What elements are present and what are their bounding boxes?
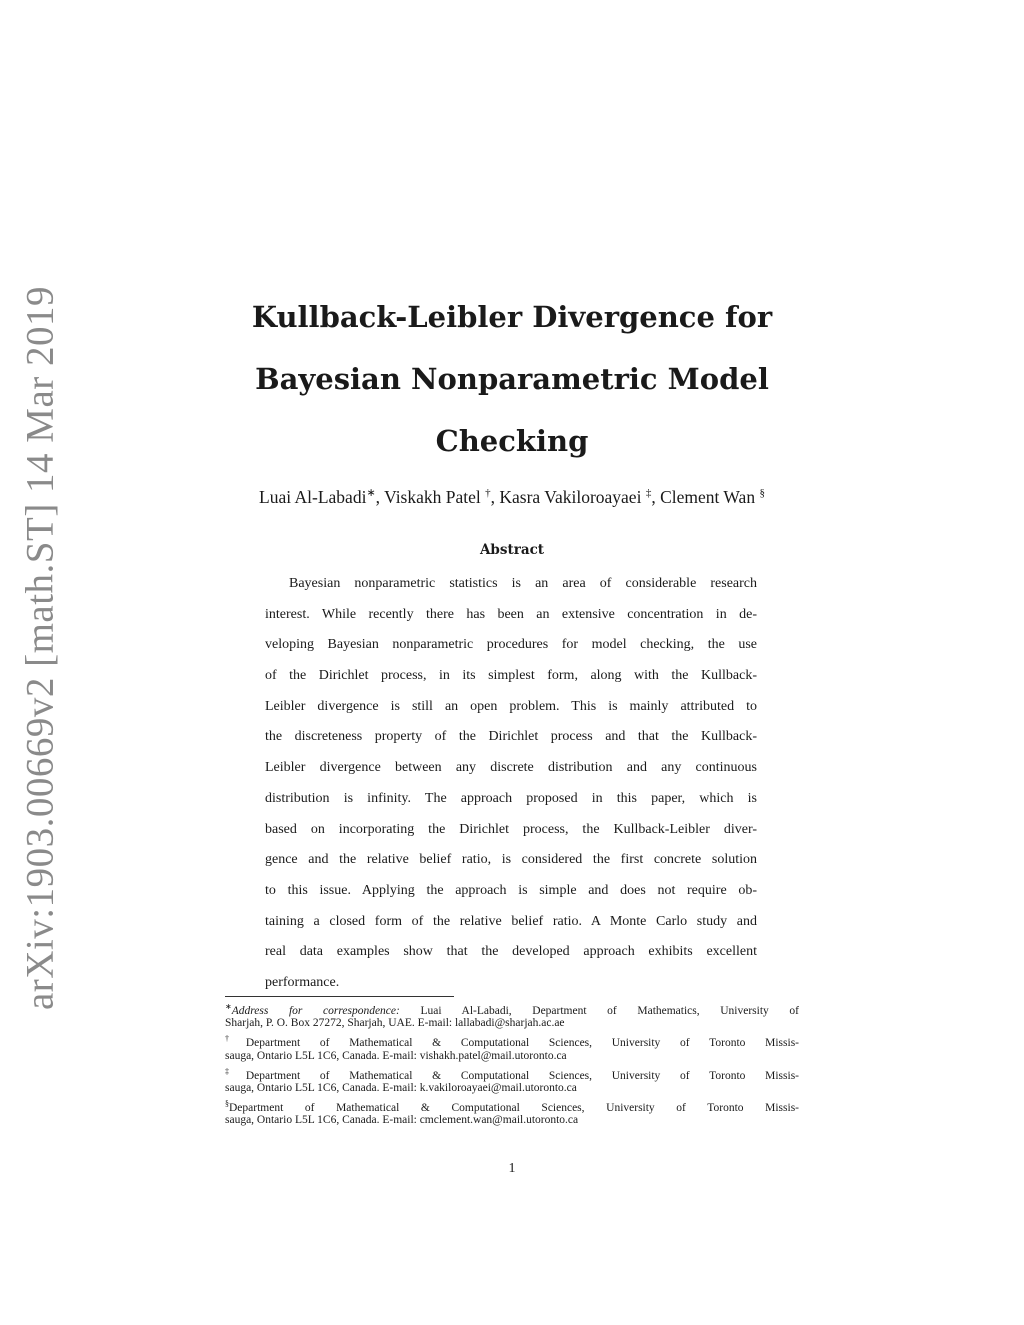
footnote-line <box>225 1064 799 1080</box>
paper-title <box>200 286 824 472</box>
abstract-line: Leibler divergence between any discrete distribution and any continuous <box>265 760 757 776</box>
footnote-wan <box>225 1096 799 1128</box>
author-list <box>200 486 824 508</box>
author-mark: † <box>485 487 491 499</box>
footnote-text: Luai Al-Labadi, Department of Mathematics, University of <box>399 1004 799 1017</box>
title-line: Bayesian Nonparametric Model <box>255 362 769 396</box>
footnote-text: Department of Mathematical & Computational Sciences, University of Toronto Missis- <box>245 1069 799 1082</box>
footnote-text: Department of Mathematical & Computational Sciences, University of Toronto Missis- <box>245 1037 799 1050</box>
author-name: Luai Al-Labadi <box>259 486 367 507</box>
footnote-line: sauga, Ontario L5L 1C6, Canada. E-mail: vishakh.patel@mail.utoronto.ca <box>225 1049 567 1062</box>
abstract-heading: Abstract <box>479 542 545 558</box>
abstract-line: performance. <box>265 974 340 990</box>
footnote-line: sauga, Ontario L5L 1C6, Canada. E-mail: k.vakiloroayaei@mail.utoronto.ca <box>225 1081 577 1094</box>
footnote-mark: ∗ <box>225 1002 232 1011</box>
abstract-body <box>265 569 757 999</box>
author-name: Kasra Vakiloroayaei <box>499 486 646 507</box>
abstract-line: interest. While recently there has been an extensive concentration in de- <box>265 606 757 622</box>
abstract-line: distribution is infinity. The approach proposed in this paper, which is <box>265 790 757 806</box>
abstract-line: Bayesian nonparametric statistics is an area of considerable research <box>289 576 757 591</box>
abstract-line: taining a closed form of the relative belief ratio. A Monte Carlo study and <box>265 913 757 929</box>
footnote-correspondence <box>225 999 799 1031</box>
author-mark: § <box>759 487 765 499</box>
abstract-line: real data examples show that the developed approach exhibits excellent <box>265 944 757 960</box>
footnote-patel <box>225 1031 799 1063</box>
footnote-mark: § <box>225 1099 229 1109</box>
abstract-line: Leibler divergence is still an open problem. This is mainly attributed to <box>265 698 757 714</box>
footnote-mark: ‡ <box>225 1066 246 1076</box>
footnote-line <box>225 1031 799 1050</box>
author-mark: ‡ <box>645 487 652 499</box>
author-separator: , <box>490 486 500 507</box>
abstract-line: of the Dirichlet process, in its simplest form, along with the Kullback- <box>265 668 757 684</box>
page-number: 1 <box>508 1161 516 1176</box>
author-name: Clement Wan <box>660 486 760 507</box>
footnotes <box>225 999 799 1129</box>
arxiv-identifier: arXiv:1903.00669v2 [math.ST] 14 Mar 2019 <box>18 285 62 1011</box>
author-name: Viskakh Patel <box>384 486 486 507</box>
abstract-line: gence and the relative belief ratio, is considered the first concrete solution <box>265 852 757 868</box>
abstract-line: to this issue. Applying the approach is simple and does not require ob- <box>265 882 757 898</box>
title-line: Kullback-Leibler Divergence for <box>251 300 773 334</box>
footnote-line: sauga, Ontario L5L 1C6, Canada. E-mail: cmclement.wan@mail.utoronto.ca <box>225 1114 579 1127</box>
author-separator: , <box>651 486 661 507</box>
author-mark: ∗ <box>366 487 376 499</box>
footnote-vakiloroayaei <box>225 1064 799 1096</box>
abstract-line: based on incorporating the Dirichlet process, the Kullback-Leibler diver- <box>265 821 757 837</box>
footnote-line <box>225 999 799 1015</box>
abstract-line: the discreteness property of the Dirichlet process and that the Kullback- <box>265 729 757 745</box>
title-line: Checking <box>435 424 589 458</box>
footnote-text: Department of Mathematical & Computational Sciences, University of Toronto Missis- <box>229 1101 799 1114</box>
footnote-mark: † <box>225 1034 246 1044</box>
footnote-rule <box>225 996 454 997</box>
footnote-line <box>225 1096 799 1112</box>
footnote-label: Address for correspondence: <box>231 1004 400 1017</box>
author-separator: , <box>375 486 385 507</box>
abstract-line: veloping Bayesian nonparametric procedures for model checking, the use <box>265 637 757 653</box>
footnote-line: Sharjah, P. O. Box 27272, Sharjah, UAE. E-mail: lallabadi@sharjah.ac.ae <box>225 1017 565 1030</box>
